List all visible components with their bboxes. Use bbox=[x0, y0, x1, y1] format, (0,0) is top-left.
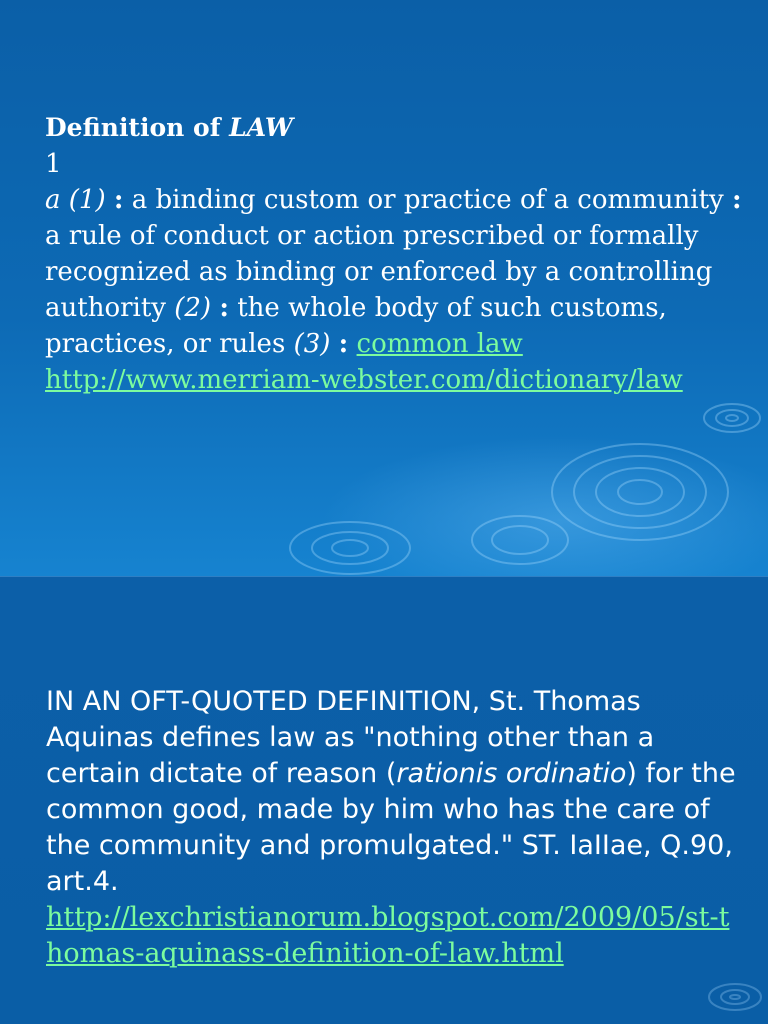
colon-separator: : bbox=[732, 185, 742, 215]
heading-word: LAW bbox=[229, 113, 293, 142]
merriam-webster-link[interactable]: http://www.merriam-webster.com/dictionary/law bbox=[45, 365, 683, 395]
aquinas-rest-text: ) for the common good, made by him who has the care of the community and promulgated." ST. IaIIae, Q.90, art.4. bbox=[46, 758, 736, 897]
latin-term: rationis ordinatio bbox=[396, 758, 627, 789]
colon-separator: : bbox=[219, 293, 229, 323]
definition-body bbox=[45, 182, 745, 362]
aquinas-definition-text bbox=[46, 684, 746, 972]
colon-separator: : bbox=[338, 329, 349, 359]
source-link-row bbox=[46, 900, 746, 972]
sense-number: 1 bbox=[45, 149, 62, 179]
definition-rule-text: a rule of conduct or action prescribed or formally recognized as binding or enforced by a controlling authority bbox=[45, 221, 713, 323]
definition-a1-text: a binding custom or practice of a community bbox=[131, 185, 724, 215]
sense-a1-label: a (1) bbox=[45, 185, 106, 215]
source-link-row bbox=[45, 362, 745, 398]
definition-2-text: the whole body of such customs, practices, or rules bbox=[45, 293, 667, 359]
sense-3-label: (3) bbox=[293, 329, 331, 359]
sense-2-label: (2) bbox=[174, 293, 212, 323]
definition-heading bbox=[45, 110, 745, 146]
colon-separator: : bbox=[113, 185, 124, 215]
heading-prefix: Definition of bbox=[45, 113, 230, 142]
aquinas-intro-text: IN AN OFT-QUOTED DEFINITION, St. Thomas Aquinas defines law as "nothing other than a certain dictate of reason ( bbox=[46, 686, 655, 789]
blogspot-link[interactable]: http://lexchristianorum.blogspot.com/2009/05/st-thomas-aquinass-definition-of-law.html bbox=[46, 902, 730, 969]
law-definition-text bbox=[45, 110, 745, 398]
common-law-link[interactable]: common law bbox=[356, 329, 523, 359]
